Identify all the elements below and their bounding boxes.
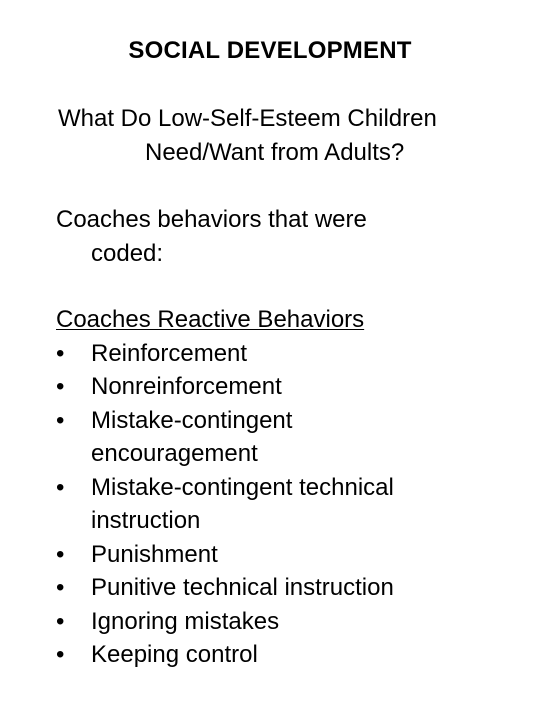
list-item-text: Reinforcement (91, 339, 248, 367)
bullet-icon: • (56, 373, 65, 400)
list-item-text: Mistake-contingent (91, 406, 293, 434)
coded-line-1: Coaches behaviors that were (56, 206, 367, 233)
list-item (56, 471, 526, 538)
list-item-text: Mistake-contingent technical (91, 473, 394, 501)
list-item-text: Punitive technical instruction (91, 574, 394, 601)
section-heading: Coaches Reactive Behaviors (56, 306, 365, 333)
list-item (56, 638, 526, 672)
bullet-icon: • (56, 641, 65, 668)
bullet-icon: • (56, 540, 65, 568)
list-item (56, 605, 526, 639)
list-item-text: Ignoring mistakes (91, 607, 280, 635)
list-item-text-continued: instruction (91, 507, 201, 534)
question-line-2: Need/Want from Adults? (145, 139, 405, 166)
list-item-text: Punishment (91, 540, 218, 568)
bullet-icon: • (56, 406, 65, 434)
bullet-icon: • (56, 574, 65, 601)
behavior-list (56, 337, 526, 672)
bullet-icon: • (56, 339, 65, 367)
coded-behaviors-text (56, 203, 526, 271)
bullet-icon: • (56, 607, 65, 635)
list-item (56, 404, 526, 471)
slide-title: SOCIAL DEVELOPMENT (128, 37, 412, 64)
list-item (56, 538, 526, 572)
list-item-text: Keeping control (91, 641, 258, 668)
question-line-1: What Do Low-Self-Esteem Children (58, 105, 437, 132)
list-item-text-continued: encouragement (91, 440, 258, 467)
reactive-behaviors-section (56, 303, 526, 672)
bullet-icon: • (56, 473, 65, 501)
list-item-text: Nonreinforcement (91, 373, 282, 400)
list-item (56, 337, 526, 371)
coded-line-2: coded: (91, 240, 164, 267)
list-item (56, 370, 526, 404)
question-text (58, 102, 528, 170)
list-item (56, 571, 526, 605)
